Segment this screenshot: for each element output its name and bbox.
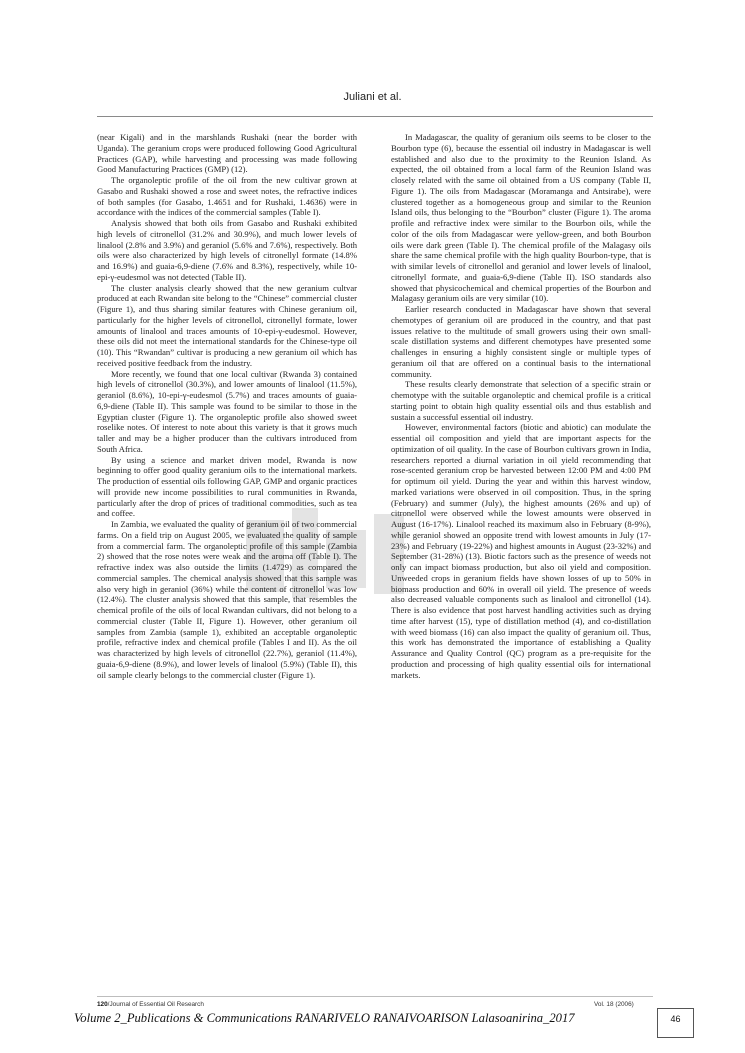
collection-footer: Volume 2_Publications & Communications RANARIVELO RANAIVOARISON Lalasoanirina_2017 — [74, 1011, 575, 1025]
paragraph: However, environmental factors (biotic and abiotic) can modulate the essential oil composition and yield that are important aspects for the optimization of oil quality. In the case of Bourbon cultivars grown in India, researchers reported a diurnal variation in oil yield recommending that rose-scented geranium crop be harvested between 12:00 PM and 4:00 PM for optimum oil yield. During the year and within this harvest window, marked variations were observed in oil composition. Thus, in the spring (February) and summer (July), the highest amounts (26% and up) of citronellol were observed while the lowest amounts were observed in August (16-17%). Linalool reached its maximum also in February (8-9%), while geraniol showed an opposite trend with lowest amounts in July (17-23%) and February (19-22%) and highest amounts in August (23-32%) and September (31-28%) (13). Biotic factors such as the presence of weeds not only can impact biomass production, but also oil yield and composition. Unweeded crops in geranium fields have shown losses of up to 50% in biomass production and 60% in overall oil yield. The presence of weeds also decreased valuable components such as linalool and citronellol (14). There is also evidence that post harvest handling activities such as drying time after harvest (15), type of distillation method (4), and co-distillation with weed biomass (16) can also impact the quality of geranium oil. Thus, this work has demonstrated the importance of establishing a Quality Assurance and Quality Control (QC) program as a pre-requisite for the production and processing of high quality essential oils for international markets. — [391, 422, 651, 680]
paragraph: More recently, we found that one local cultivar (Rwanda 3) contained high levels of citronellol (30.3%), and lower amounts of linalool (11.5%), geraniol (8.6%), 10-epi-γ-eudesmol (5.7%) and traces amounts of guaia-6,9-diene (Table II). This sample was found to be similar to those in the Egyptian cluster (Figure 1). The organoleptic profile also showed sweet roselike notes. Of interest to note about this variety is that it grows much taller and may be a higher producer than the cultivars introduced from South Africa. — [97, 368, 357, 454]
paragraph: The organoleptic profile of the oil from the new cultivar grown at Gasabo and Rushaki showed a rose and sweet notes, the refractive indices of both samples (for Gasabo, 1.4651 and for Rushaki, 1.4636) were in accordance with the indices of the commercial samples (Table I). — [97, 175, 357, 218]
footer-divider — [97, 996, 653, 997]
journal-page-number: 120 — [97, 1001, 108, 1008]
journal-footer — [97, 1001, 204, 1008]
header-divider — [97, 116, 653, 117]
paragraph: The cluster analysis clearly showed that the new geranium cultvar produced at each Rwandan site belong to the “Chinese” commercial cluster (Figure 1), and thus sharing similar features with Chinese geranium oil, particularly for the higher levels of citronellol, citronellyl formate, lower amounts of linalool and traces amounts of 10-epi-γ-eudesmol. However, these oils did not meet the international standards for the Chinese-type oil (10). This “Rwandan” cultivar is producing a new geranium oil which has received positive feedback from the industry. — [97, 282, 357, 368]
right-text-column — [391, 132, 651, 680]
volume-footer: Vol. 18 (2006) — [594, 1001, 634, 1008]
paragraph: By using a science and market driven model, Rwanda is now beginning to offer good quality geranium oils to the international markets. The production of essential oils following GAP, GMP and organic practices will provide new income possibilities to rural communities in Rwanda, particularly after the drop of prices of traditional commodities, such as tea and coffee. — [97, 454, 357, 519]
page-number-box: 46 — [657, 1008, 694, 1038]
paragraph: These results clearly demonstrate that selection of a specific strain or chemotype with the suitable organoleptic and chemical profile is a critical starting point to obtain high quality essential oils and thus establish and sustain a successful essential oil industry. — [391, 379, 651, 422]
left-text-column — [97, 132, 357, 680]
running-header: Juliani et al. — [343, 91, 402, 103]
paragraph: Earlier research conducted in Madagascar have shown that several chemotypes of geranium oil are produced in the country, and that past issues relative to the multitude of small growers using their own small-scale distillation systems and different chemotypes have presented some challenges in ensuring a highly consistent single or multiple types of geranium oil that are offered on a continual basis to the international community. — [391, 304, 651, 379]
paragraph: Analysis showed that both oils from Gasabo and Rushaki exhibited high levels of citronellol (31.2% and 30.9%), and much lower levels of linalool (2.8% and 3.9%) and geraniol (5.6% and 7.6%), respectively. Both oils were also characterized by high levels of citronellyl formate (14.8% and 16.9%) and guaia-6,9-diene (7.6% and 8.3%), respectively, while 10-epi-γ-eudesmol was not detected (Table II). — [97, 218, 357, 282]
paragraph: (near Kigali) and in the marshlands Rushaki (near the border with Uganda). The geranium crops were produced following Good Agricultural Practices (GAP), while harvesting and processing was made following Good Manufacturing Practices (GMP) (12). — [97, 132, 357, 175]
paragraph: In Zambia, we evaluated the quality of geranium oil of two commercial farms. On a field trip on August 2005, we evaluated the quality of sample from a commercial farm. The organoleptic profile of this sample (Zambia 2) showed that the rose notes were weak and the aroma off (Table I). The refractive index was also outside the limits (1.4729) as compared the commercial samples. The chemical analysis showed that this sample was also very high in geraniol (36%) while the content of citronellol was low (12.4%). The cluster analysis showed that this sample, that resembles the chemical profile of the oils of local Rwandan cultivars, did not belong to a commercial cluster (Table II, Figure 1). However, other geranium oil samples from Zambia (sample 1), exhibited an acceptable organoleptic profile, refractive index and chemical profile (Tables I and II). As the oil was characterized by high levels of citronellol (22.7%), geraniol (11.4%), guaia-6,9-diene (8.9%), and lower levels of linalool (5.9%) (Table II), this oil sample clearly belongs to the commercial cluster (Figure 1). — [97, 519, 357, 680]
paragraph: In Madagascar, the quality of geranium oils seems to be closer to the Bourbon type (6), because the essential oil industry in Madagascar is well established and also due to the proximity to the Reunion Island. As expected, the oil obtained from a local farm of the Reunion Island was closely related with the same oil obtained from a US company (Table II, Figure 1). The oils from Madagascar (Moramanga and Antsirabe), were clustered together as a homogeneous group and similar to the Reunion Island oils, thus belonging to the “Bourbon” cluster (Figure 1). The aroma profile and refractive index were similar to the Bourbon oils, while the color of the oils from Madagascar were yellow-green, and both Bourbon oils were dark green (Table I). The chemical profile of the Malagasy oils share the same chemical profile with the high quality Bourbon-type, that is with similar levels of citronellol and geraniol and lower levels of linalool, citronellyl formate, and guaia-6,9-diene (Table II). ISO standards also showed that physicochemical and chemical properties of the Bourbon and Malagasy geranium oils are very similar (10). — [391, 132, 651, 304]
journal-name: /Journal of Essential Oil Research — [107, 1001, 204, 1008]
